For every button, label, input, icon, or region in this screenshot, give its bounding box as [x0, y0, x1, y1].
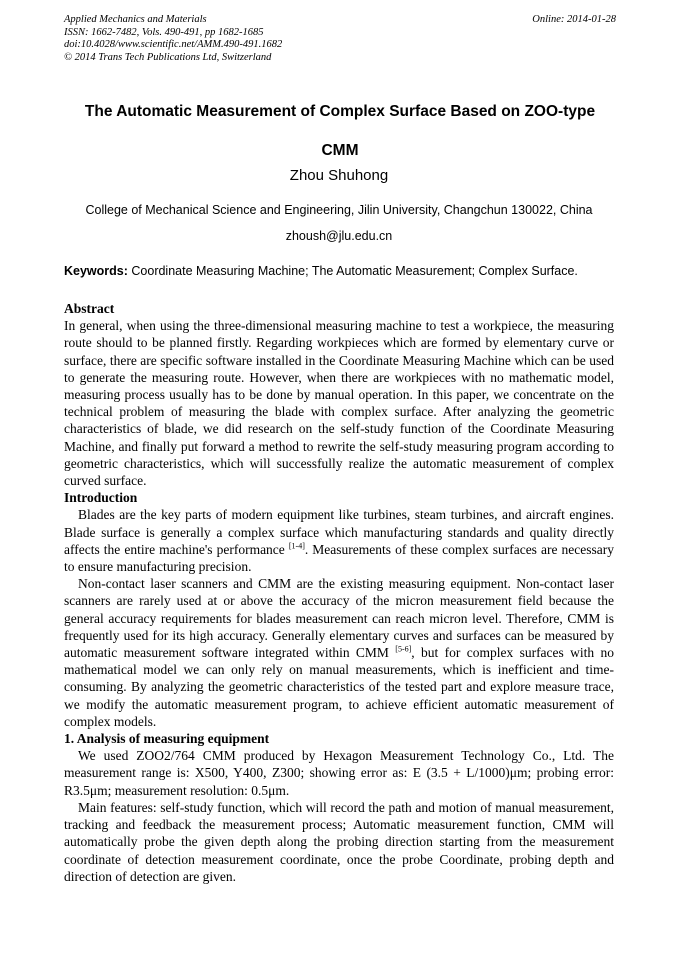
abstract-text: In general, when using the three-dimensional measuring machine to test a workpiece, the measuring route should to be planned firstly. Regarding workpieces which are formed by elementary curve or surface, there are specific software installed in the Coordinate Measuring Machine which can be used to generate the measuring route. However, when there are workpieces with no mathematic model, measuring process usually has to be done by manual operation. In this paper, we concentrate on the technical problem of measuring the blade with complex surface. After analyzing the geometric characteristics of blade, we did research on the self-study function of the Coordinate Measuring Machine, and finally put forward a method to rewrite the self-study measuring program according to geometric characteristics, which will successfully realize the automatic measurement of complex curved surface.: [64, 318, 614, 489]
intro-p1-part-a: Blades are the key parts of modern equipment like turbines, steam turbines, and aircraft engines. Blade surface is generally a complex surface which manufacturing standards and quality directly affects the entire machine's performance: [64, 507, 614, 557]
paper-title: [40, 92, 640, 170]
author-name: Zhou Shuhong: [289, 167, 389, 184]
author-email: zhoush@jlu.edu.cn: [285, 229, 393, 243]
keywords-label: Keywords:: [64, 264, 128, 278]
intro-paragraph-1: [64, 506, 614, 575]
citation-5-6: [5-6]: [395, 644, 412, 654]
title-line-2: CMM: [321, 142, 359, 159]
abstract-heading: Abstract: [64, 301, 115, 316]
section-1-paragraph-1: We used ZOO2/764 CMM produced by Hexagon Measurement Technology Co., Ltd. The measurement range is: X500, Y400, Z300; showing error as: E (3.5 + L/1000)μm; probing error: R3.5μm; measurement resolution: 0.5μm.: [64, 748, 614, 798]
paper-body: [64, 300, 614, 885]
title-line-1: The Automatic Measurement of Complex Surface Based on ZOO-type: [84, 103, 596, 120]
keywords: [64, 264, 624, 278]
introduction-heading: Introduction: [64, 490, 138, 506]
issn-line: ISSN: 1662-7482, Vols. 490-491, pp 1682-1685: [64, 26, 264, 38]
intro-p1-part-b: . Measurements of these complex surfaces are necessary to ensure manufacturing precision.: [64, 541, 614, 575]
copyright-line: © 2014 Trans Tech Publications Ltd, Switzerland: [64, 51, 272, 63]
journal-header: [64, 14, 616, 64]
journal-name: Applied Mechanics and Materials: [64, 14, 207, 25]
section-1-heading: 1. Analysis of measuring equipment: [64, 731, 270, 747]
citation-1-4: [1-4]: [288, 541, 305, 551]
affiliation: College of Mechanical Science and Engineering, Jilin University, Changchun 130022, China: [85, 203, 593, 217]
doi-line: doi:10.4028/www.scientific.net/AMM.490-491.1682: [64, 39, 283, 50]
intro-paragraph-2: [64, 575, 614, 730]
intro-p2-part-a: Non-contact laser scanners and CMM are the existing measuring equipment. Non-contact laser scanners are rarely used at or above the accuracy of the micron measurement field because the general accuracy requirements for blades measurement can reach micron level. Therefore, CMM is frequently used for its high accuracy. Generally elementary curves and surfaces can be measured by automatic measurement software integrated within CMM: [64, 576, 614, 661]
intro-p2-part-b: , but for complex surfaces with no mathematical model we can only rely on manual measurements, which is inefficient and time-consuming. By analyzing the geometric characteristics of the tested part and explore measure trace, we modify the automatic measurement program, to achieve efficient automatic measurement of complex models.: [64, 645, 614, 729]
section-1-paragraph-2: Main features: self-study function, which will record the path and motion of manual measurement, tracking and feedback the measurement process; Automatic measurement function, CMM will automatically probe the given depth along the probing direction starting from the measurement coordinate of detection measurement coordinate, once the probe Coordinate, probing depth and direction of detection are given.: [64, 799, 614, 884]
online-date: Online: 2014-01-28: [532, 14, 616, 25]
keywords-text: Coordinate Measuring Machine; The Automatic Measurement; Complex Surface.: [131, 264, 578, 278]
